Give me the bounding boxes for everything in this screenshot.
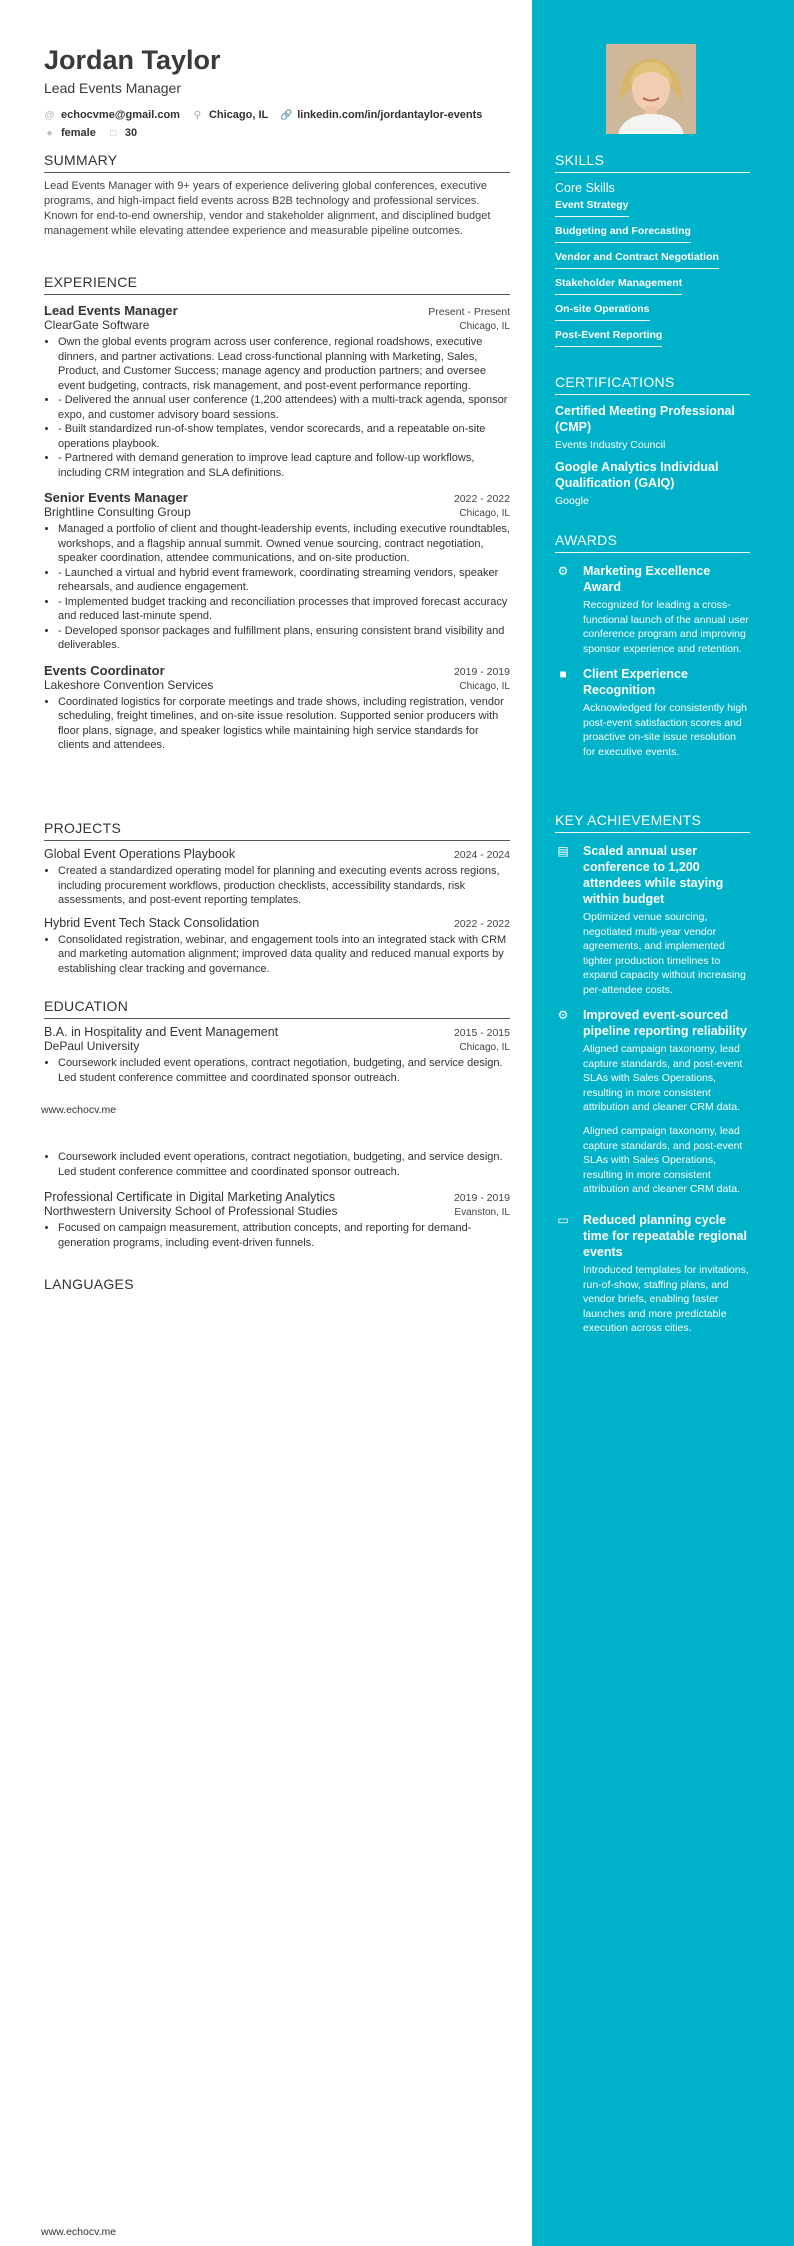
project-entry [44,916,510,977]
contact-location: ⚲ Chicago, IL [193,109,269,121]
contact-email[interactable]: @ echocvme@gmail.com [44,109,180,121]
project-title: Global Event Operations Playbook [44,847,236,861]
job-bullets [44,522,510,653]
award-title: Client Experience Recognition [583,667,688,697]
languages-title-clipped [44,1276,510,1292]
footer-link[interactable]: www.echocv.me [41,1104,117,1116]
education-bullets [44,1150,510,1179]
bullet: • - Partnered with demand generation to improve lead capture and follow-up workflows, including CRM integration and SLA definitions. [58,451,510,480]
gear-icon: ⚙ [557,564,569,578]
education-bullets [44,1221,510,1250]
project-title: Hybrid Event Tech Stack Consolidation [44,915,260,930]
bullet: • Coursework included event operations, contract negotiation, budgeting, and service design. Led student conference committee and coordinated sponsor outreach. [58,1056,510,1085]
bullet: • Own the global events program across user conference, regional roadshows, executive dinners, and partner activations. Lead cross-functional planning with Marketing, Sales, Product, and Customer Success; manage agency and production partners; and oversee event budgeting, contracts, risk management, and post-event performance reporting. [58,335,510,393]
candidate-name: Jordan Taylor [44,45,221,75]
achievement-entry [555,1212,750,1336]
projects-section [44,820,510,976]
job-company: Lakeshore Convention Services [44,677,214,692]
award-desc: Acknowledged for consistently high post-event satisfaction scores and proactive on-site issue resolution for executive events. [583,702,748,758]
bullet: • Coordinated logistics for corporate meetings and trade shows, including registration, vendor scheduling, freight timelines, and on-site issue resolution. Supported senior producers with floor plans, signage, and speaker logistics while maintaining high service standards for clients and attendees. [58,695,510,753]
skills-section [555,152,750,347]
education-entry [44,1025,510,1085]
languages-title: LANGUAGES [44,1276,134,1292]
contact-age: □ 30 [108,127,137,139]
contact-gender: ● female [44,127,96,139]
link-icon: 🔗 [280,109,293,121]
experience-section [44,274,510,753]
job-company: ClearGate Software [44,318,150,332]
achievement-entry [555,843,750,997]
achievement-title: Reduced planning cycle time for repeatable regional events [583,1213,747,1259]
achievement-desc: Aligned campaign taxonomy, lead capture standards, and post-event SLAs with Sales Operations, resulting in more consistent attribution and cleaner CRM data. [583,1043,743,1113]
education-date: 2015 - 2015 [453,1027,510,1039]
bullet: • Focused on campaign measurement, attribution concepts, and reporting for demand-generation programs, including event-driven funnels. [58,1221,510,1250]
bullet: • - Implemented budget tracking and reconciliation processes that improved forecast accuracy and reduced last-minute spend. [58,595,510,624]
job-date: Present - Present [428,306,510,318]
skill-item: Stakeholder Management [555,273,682,295]
project-bullets [44,864,510,908]
project-entry [44,847,510,908]
gear-icon: ⚙ [557,1008,569,1022]
school: Northwestern University School of Professional Studies [44,1204,338,1218]
at-icon: @ [44,109,55,121]
job-bullets [44,335,510,480]
education-entry [44,1190,510,1250]
header [44,44,510,142]
skill-item: Post-Event Reporting [555,325,662,347]
skill-group-title: Core Skills [555,181,615,195]
skill-item: Event Strategy [555,195,629,217]
education-entry-2 [44,1190,510,1250]
footer-link[interactable]: www.echocv.me [41,2226,117,2238]
job-date: 2019 - 2019 [453,665,510,678]
calendar-icon: □ [110,127,117,139]
summary-title: SUMMARY [44,152,510,173]
degree: B.A. in Hospitality and Event Management [44,1025,279,1039]
job-company: Brightline Consulting Group [44,505,191,519]
job-entry [44,490,510,653]
profile-photo [606,44,696,134]
achievement-title: Scaled annual user conference to 1,200 attendees while staying within budget [583,844,724,906]
contact-info [44,106,510,142]
achievement-desc: Aligned campaign taxonomy, lead capture standards, and post-event SLAs with Sales Operations, resulting in more consistent attribution and cleaner CRM data. [583,1125,743,1195]
job-entry [44,663,510,753]
award-entry [555,666,750,759]
achievements-section-page1 [555,812,750,1113]
job-bullets [44,695,510,753]
bullet: • Created a standardized operating model for planning and executing events across regions, including procurement workflows, production checklists, accessibility standards, risk assessments, and post-event reporting templates. [58,864,510,908]
pin-icon: ⚲ [193,109,202,121]
cert-org: Events Industry Council [555,439,666,451]
bullet: • Coursework included event operations, contract negotiation, budgeting, and service design. Led student conference committee and coordinated sponsor outreach. [58,1150,510,1179]
job-location: Chicago, IL [459,321,510,332]
summary-text: Lead Events Manager with 9+ years of experience delivering global conferences, executive programs, and high-impact field events across B2B technology and professional services. Known for end-to-end ownership, vendor and stakeholder alignment, and disciplined budget management while elevating attendee experience and measurable pipeline outcomes. [44,180,491,237]
bullet: • - Delivered the annual user conference (1,200 attendees) with a multi-track agenda, sponsor expo, and customer advisory board sessions. [58,393,510,422]
degree: Professional Certificate in Digital Marketing Analytics [44,1190,336,1204]
education-section-page1 [44,998,510,1084]
achievement-desc: Introduced templates for invitations, run-of-show, staffing plans, and vendor briefs, enabling faster launches and more predictable execution across cities. [583,1264,749,1334]
award-desc: Recognized for leading a cross-functional launch of the annual user conference program and improving sponsor experience and retention. [583,599,749,655]
bullet: • Managed a portfolio of client and thought-leadership events, including executive roundtables, workshops, and a flagship annual summit. Owned venue sourcing, contract negotiation, speaker coordination, attendee communications, and on-site production. [58,522,510,566]
job-date: 2022 - 2022 [453,493,510,505]
project-date: 2022 - 2022 [453,917,510,930]
awards-title: AWARDS [555,532,750,553]
summary-section [44,152,510,239]
skill-list [555,195,750,347]
chat-icon: ■ [559,667,567,681]
job-title: Lead Events Manager [44,303,178,318]
achievement-desc: Optimized venue sourcing, negotiated multi-year vendor agreements, and implemented tighter production timelines to expand capacity without increasing per-attendee costs. [583,911,746,996]
project-bullets [44,933,510,977]
achievement-title: Improved event-sourced pipeline reporting reliability [583,1008,747,1038]
projects-title: PROJECTS [44,820,510,841]
school: DePaul University [44,1039,140,1053]
job-title: Senior Events Manager [44,490,188,505]
education-location: Chicago, IL [459,1042,510,1053]
education-location: Evanston, IL [454,1207,510,1218]
person-icon: ● [46,127,53,139]
bullet: • - Launched a virtual and hybrid event framework, coordinating streaming vendors, speaker rehearsals, and audience engagement. [58,566,510,595]
job-location: Chicago, IL [459,680,510,692]
certifications-section [555,374,750,507]
award-title: Marketing Excellence Award [583,564,711,594]
cert-name: Google Analytics Individual Qualification (GAIQ) [555,460,719,490]
card-icon: ▤ [557,844,569,858]
skill-item: Budgeting and Forecasting [555,221,691,243]
toggle-icon: ▭ [557,1213,569,1227]
job-location: Chicago, IL [459,508,510,519]
bullet: • Consolidated registration, webinar, and engagement tools into an integrated stack with CRM and marketing automation alignment; improved data quality and reduced manual exports by establishing clear tracking and governance. [58,933,510,977]
bullet: • - Built standardized run-of-show templates, vendor scorecards, and a repeatable on-site operations playbook. [58,422,510,451]
skill-item: On-site Operations [555,299,650,321]
education-date: 2019 - 2019 [453,1192,510,1204]
achievement-desc-continuation [583,1125,750,1226]
achievement-entry [555,1007,750,1115]
education-bullets [44,1056,510,1085]
bullet: • - Developed sponsor packages and fulfillment plans, ensuring consistent brand visibility and deliverables. [58,624,510,653]
project-date: 2024 - 2024 [453,849,510,861]
candidate-role: Lead Events Manager [44,80,181,96]
achievements-title: KEY ACHIEVEMENTS [555,812,750,833]
skills-title: SKILLS [555,152,750,173]
certifications-title: CERTIFICATIONS [555,374,750,395]
experience-title: EXPERIENCE [44,274,510,295]
job-title: Events Coordinator [44,662,165,678]
award-entry [555,563,750,656]
awards-section [555,532,750,759]
cert-org: Google [555,495,589,507]
skill-item: Vendor and Contract Negotiation [555,247,719,269]
job-entry [44,303,510,480]
cert-name: Certified Meeting Professional (CMP) [555,404,735,434]
contact-linkedin[interactable]: 🔗 linkedin.com/in/jordantaylor-events [280,109,483,121]
education-title: EDUCATION [44,998,510,1019]
